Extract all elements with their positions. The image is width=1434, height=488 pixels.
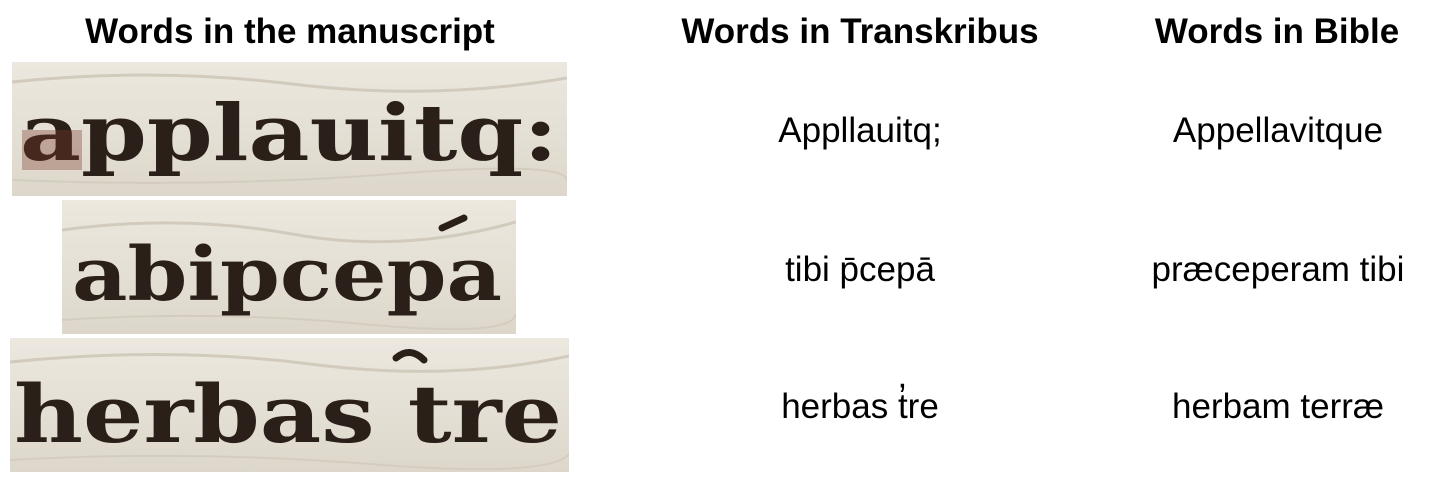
header-bible: Words in Bible: [1154, 12, 1400, 51]
header-manuscript: Words in the manuscript: [85, 12, 495, 51]
manuscript-image-2: [62, 200, 516, 334]
manuscript-image-3: [10, 338, 569, 472]
bible-word-1: Appellavitque: [1172, 111, 1384, 150]
transkribus-word-3: herbas t̓re: [781, 387, 939, 426]
svg-text:applauitq:: applauitq:: [20, 88, 558, 179]
svg-text:herbas tre: herbas tre: [14, 367, 562, 461]
transkribus-word-1: Appllauitq;: [778, 111, 942, 150]
header-transkribus: Words in Transkribus: [681, 12, 1039, 51]
manuscript-image-1: [12, 62, 567, 196]
svg-text:abipcepa: abipcepa: [72, 232, 502, 318]
bible-word-3: herbam terræ: [1171, 387, 1385, 426]
transkribus-word-2: tibi p̄cepā: [785, 250, 935, 289]
bible-word-2: præceperam tibi: [1151, 250, 1405, 289]
